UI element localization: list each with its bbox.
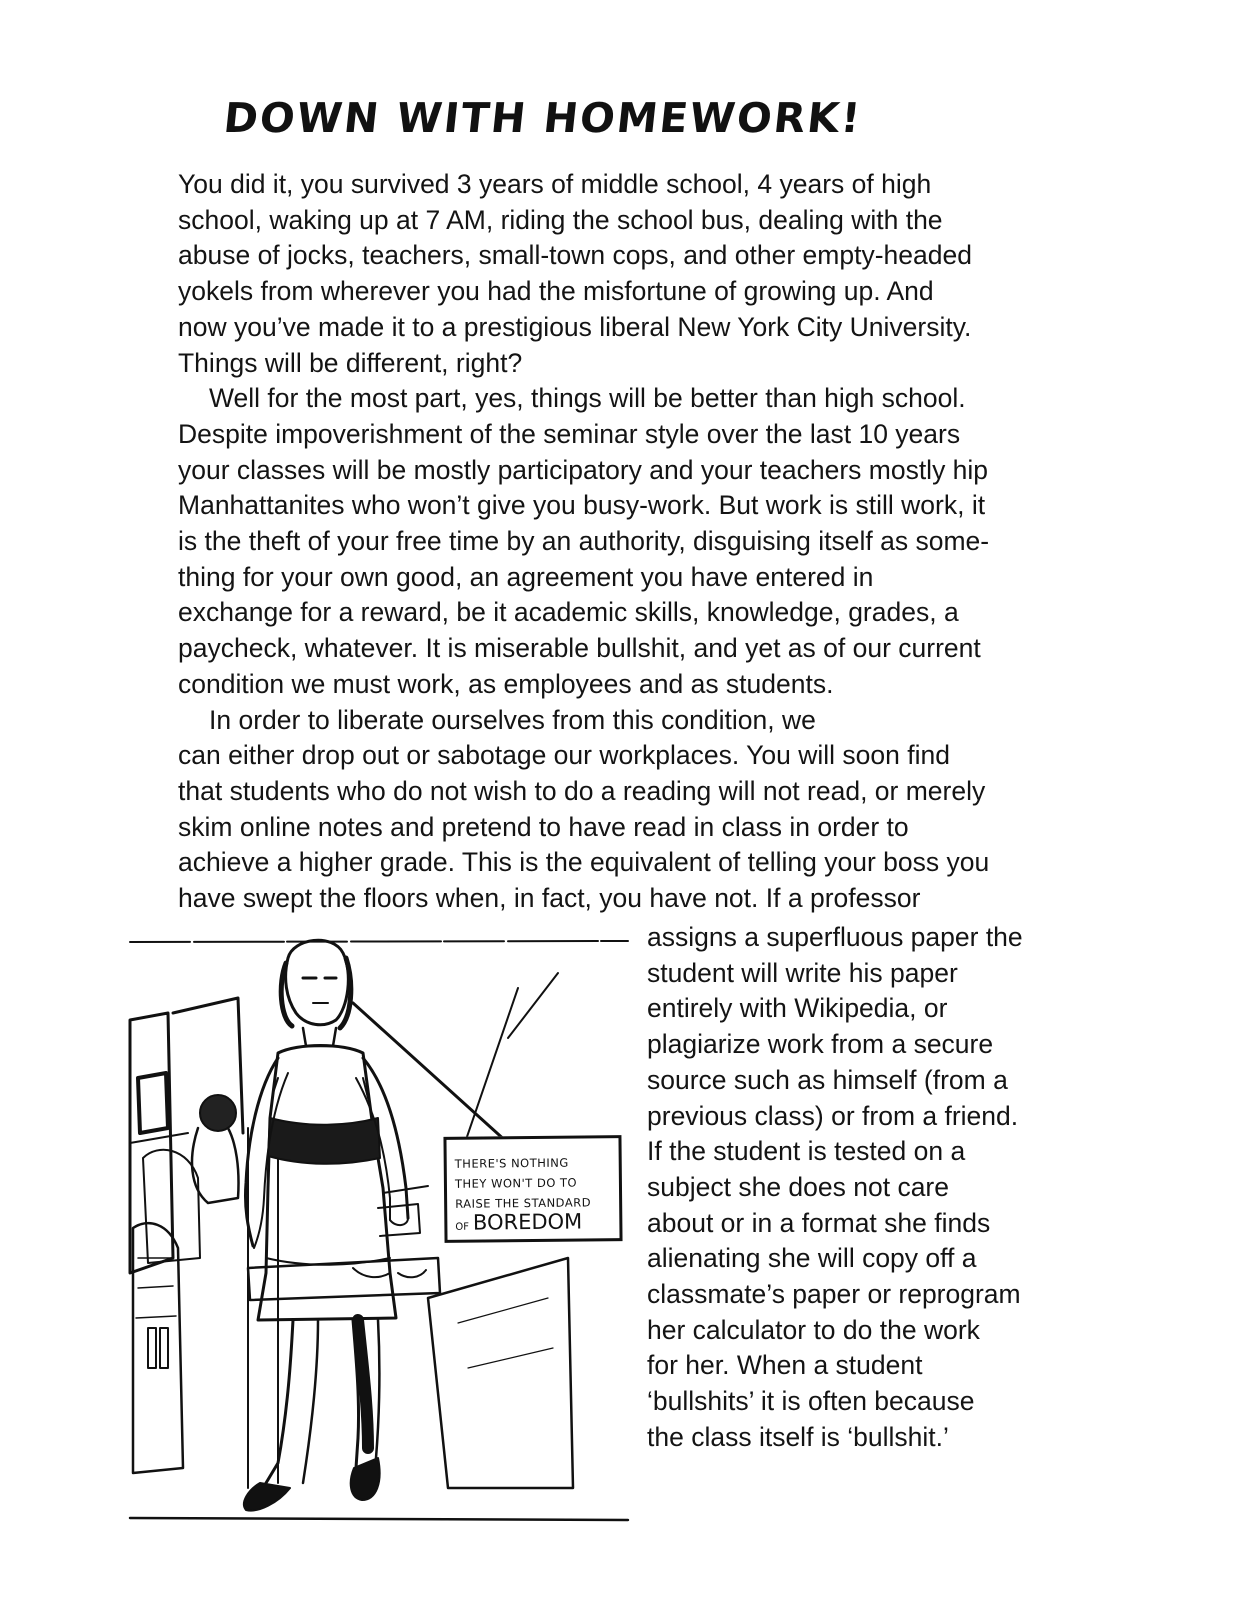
sign-line-1: THERE'S NOTHING [454, 1155, 569, 1171]
paragraph-2-line: Despite impoverishment of the seminar style over the last 10 years [178, 418, 961, 449]
paragraph-1-line: Things will be different, right? [178, 347, 523, 378]
sign-line-2: THEY WON'T DO TO [454, 1175, 578, 1191]
sign-line-4 [455, 1210, 619, 1239]
side-text-line: student will write his paper [647, 957, 958, 988]
paragraph-1-line: school, waking up at 7 AM, riding the school bus, dealing with the [178, 204, 943, 235]
paragraph-2-line: thing for your own good, an agreement you have entered in [178, 561, 874, 592]
paragraph-2-line: is the theft of your free time by an authority, disguising itself as some- [178, 526, 990, 557]
sign-of-word: OF [455, 1221, 470, 1233]
side-text-line: her calculator to do the work [647, 1314, 980, 1345]
side-text-line: If the student is tested on a [647, 1136, 966, 1167]
side-text-line: alienating she will copy off a [647, 1243, 977, 1274]
side-text-line: entirely with Wikipedia, or [647, 993, 948, 1024]
paragraph-1-line: now you’ve made it to a prestigious liberal New York City University. [178, 311, 972, 342]
paragraph-2-line: Well for the most part, yes, things will be better than high school. [209, 383, 966, 414]
side-text-line: assigns a superfluous paper the [647, 922, 1023, 952]
boredom-sign [443, 1135, 622, 1243]
side-text-line: source such as himself (from a [647, 1064, 1008, 1095]
paragraph-2-line: Manhattanites who won’t give you busy-work. But work is still work, it [178, 490, 986, 521]
main-text-column [178, 167, 1058, 917]
page-title: DOWN WITH HOMEWORK! [221, 94, 865, 142]
side-text-column [647, 920, 1067, 1456]
paragraph-2-line: paycheck, whatever. It is miserable bullshit, and yet as of our current [178, 633, 981, 664]
side-text-line: plagiarize work from a secure [647, 1029, 994, 1060]
paragraph-3-line: can either drop out or sabotage our workplaces. You will soon find [178, 740, 950, 771]
paragraph-1-line: You did it, you survived 3 years of middle school, 4 years of high [178, 169, 932, 199]
paragraph-3-line: have swept the floors when, in fact, you have not. If a professor [178, 883, 921, 914]
side-text-line: for her. When a student [647, 1350, 923, 1381]
paragraph-3-line: skim online notes and pretend to have read in class in order to [178, 811, 909, 842]
side-text-line: previous class) or from a friend. [647, 1100, 1019, 1131]
paragraph-3-line: In order to liberate ourselves from this condition, we [209, 704, 816, 735]
side-text-line: classmate’s paper or reprogram [647, 1279, 1021, 1310]
paragraph-1-line: yokels from wherever you had the misfortune of growing up. And [178, 276, 934, 307]
paragraph-2-line: condition we must work, as employees and as students. [178, 668, 834, 699]
paragraph-2-line: your classes will be mostly participatory and your teachers mostly hip [178, 454, 989, 485]
paragraph-1-line: abuse of jocks, teachers, small-town cops, and other empty-headed [178, 240, 972, 271]
side-text-line: about or in a format she finds [647, 1207, 991, 1238]
side-text-line: subject she does not care [647, 1171, 949, 1202]
paragraph-2-line: exchange for a reward, be it academic skills, knowledge, grades, a [178, 597, 959, 628]
side-text-line: the class itself is ‘bullshit.’ [647, 1421, 949, 1452]
sign-line-3: RAISE THE STANDARD [455, 1195, 592, 1211]
sign-boredom-word: BOREDOM [472, 1209, 583, 1235]
paragraph-3-line: that students who do not wish to do a reading will not read, or merely [178, 775, 986, 806]
paragraph-3-line: achieve a higher grade. This is the equivalent of telling your boss you [178, 847, 990, 878]
side-text-line: ‘bullshits’ it is often because [647, 1386, 975, 1417]
